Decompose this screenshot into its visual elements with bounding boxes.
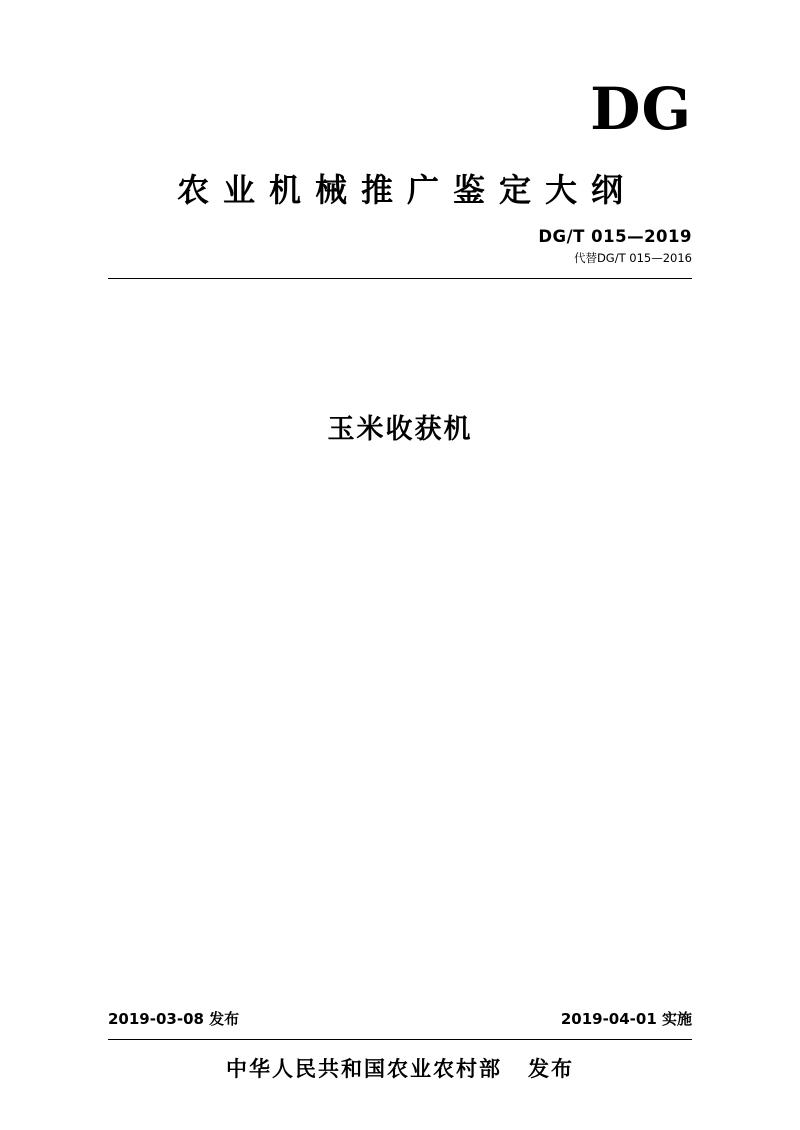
publisher-name: 中华人民共和国农业农村部 — [226, 1057, 502, 1081]
date-row — [108, 1008, 692, 1030]
page-title: 农业机械推广鉴定大纲 — [176, 171, 637, 209]
document-subject-title: 玉米收获机 — [327, 414, 473, 445]
dg-logo: DG — [590, 75, 692, 143]
standard-replaces: 代替DG/T 015—2016 — [573, 251, 692, 265]
publisher-action: 发布 — [528, 1057, 574, 1081]
effective-date: 2019-04-01 实施 — [560, 1010, 692, 1028]
standard-number: DG/T 015—2019 — [538, 227, 692, 246]
issue-date: 2019-03-08 发布 — [108, 1010, 240, 1028]
publisher-row — [108, 1054, 692, 1084]
logo-row — [108, 75, 692, 143]
footer — [108, 1008, 692, 1084]
footer-divider — [108, 1039, 692, 1040]
header-divider — [108, 278, 692, 279]
